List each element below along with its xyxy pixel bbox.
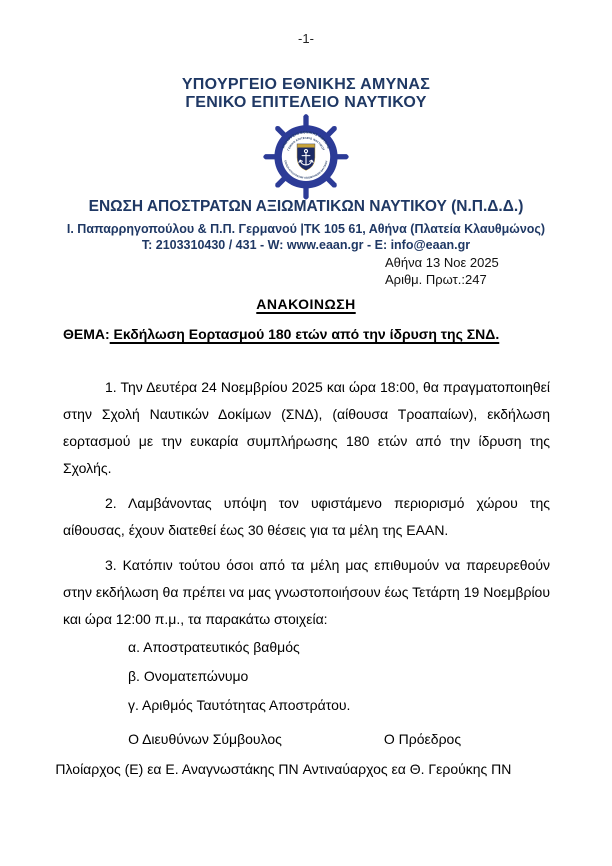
association-address: Ι. Παπαρρηγοπούλου & Π.Π. Γερμανού |ΤΚ 105 61, Αθήνα (Πλατεία Κλαυθμώνος) (66, 222, 546, 236)
paragraph-1: 1. Την Δευτέρα 24 Νοεμβρίου 2025 και ώρα 18:00, θα πραγματοποιηθεί στην Σχολή Ναυτικών Δοκίμων (ΣΝΔ), (αίθουσα Τροαπαίων), εκδήλωση εορτασμού με την ευκαρία συμπλήρωσης 180 ετών από την ίδρυση της Σχολής. (63, 379, 550, 476)
meta-block (385, 254, 499, 288)
place-date: Αθήνα 13 Νοε 2025 (385, 255, 499, 270)
required-info-list (128, 633, 550, 720)
signature-left-name: Πλοίαρχος (Ε) εα Ε. Αναγνωστάκης ΠΝ (55, 761, 299, 777)
list-item: β. Ονοματεπώνυμο (128, 668, 249, 684)
paragraph-2: 2. Λαμβάνοντας υπόψη τον υφιστάμενο περιορισμό χώρου της αίθουσας, έχουν διατεθεί έως 30 θέσεις για τα μέλη της ΕΑΑΝ. (63, 495, 550, 538)
ministry-header (0, 76, 612, 112)
ring-text-top: ΥΠΟΥΡΓΕΙΟ ΕΘΝΙΚΗΣ ΑΜΥΝΑΣ (281, 130, 331, 150)
protocol-number: Αριθμ. Πρωτ.:247 (385, 272, 487, 287)
subject-label: ΘΕΜΑ: (63, 326, 110, 342)
association-name: ΕΝΩΣΗ ΑΠΟΣΤΡΑΤΩΝ ΑΞΙΩΜΑΤΙΚΩΝ ΝΑΥΤΙΚΟΥ (Ν.Π.Δ.Δ.) (88, 198, 524, 215)
signature-right-name: Αντιναύαρχος εα Θ. Γερούκης ΠΝ (302, 761, 512, 777)
paragraph-3: 3. Κατόπιν τούτου όσοι από τα μέλη μας επιθυμούν να παρευρεθούν στην εκδήλωση θα πρέπει να μας γνωστοποιήσουν έως Τετάρτη 19 Νοεμβρίου και ώρα 12:00 π.μ., τα παρακάτω στοιχεία: (63, 557, 550, 627)
ministry-line-2: ΓΕΝΙΚΟ ΕΠΙΤΕΛΕΙΟ ΝΑΥΤΙΚΟΥ (185, 94, 427, 111)
association-contact: Τ: 2103310430 / 431 - W: www.eaan.gr - E: info@eaan.gr (141, 238, 471, 252)
page-number: -1- (298, 31, 314, 46)
navy-emblem (0, 110, 612, 202)
ministry-line-1: ΥΠΟΥΡΓΕΙΟ ΕΘΝΙΚΗΣ ΑΜΥΝΑΣ (181, 76, 431, 93)
subject-text: Εκδήλωση Εορτασμού 180 ετών από την ίδρυση της ΣΝΔ. (109, 326, 500, 342)
subject-line (63, 326, 550, 342)
document-body (63, 374, 550, 720)
ring-text-bottom: ΕΝΩΣΗ ΑΠΟΣΤΡΑΤΩΝ ΑΞΙΩΜΑΤΙΚΩΝ ΝΑΥΤΙΚΟΥ (283, 160, 329, 180)
signature-left-title: Ο Διευθύνων Σύμβουλος (128, 731, 282, 747)
list-item: α. Αποστρατευτικός βαθμός (128, 639, 300, 655)
ring-text-middle: ΓΕΝΙΚΟ ΕΠΙΤΕΛΕΙΟ ΝΑΥΤΙΚΟΥ (286, 135, 326, 152)
signature-right-title: Ο Πρόεδρος (383, 731, 462, 747)
list-item: γ. Αριθμός Ταυτότητας Αποστράτου. (128, 697, 351, 713)
ship-wheel-logo-icon (258, 110, 354, 202)
document-title: ΑΝΑΚΟΙΝΩΣΗ (256, 296, 356, 312)
